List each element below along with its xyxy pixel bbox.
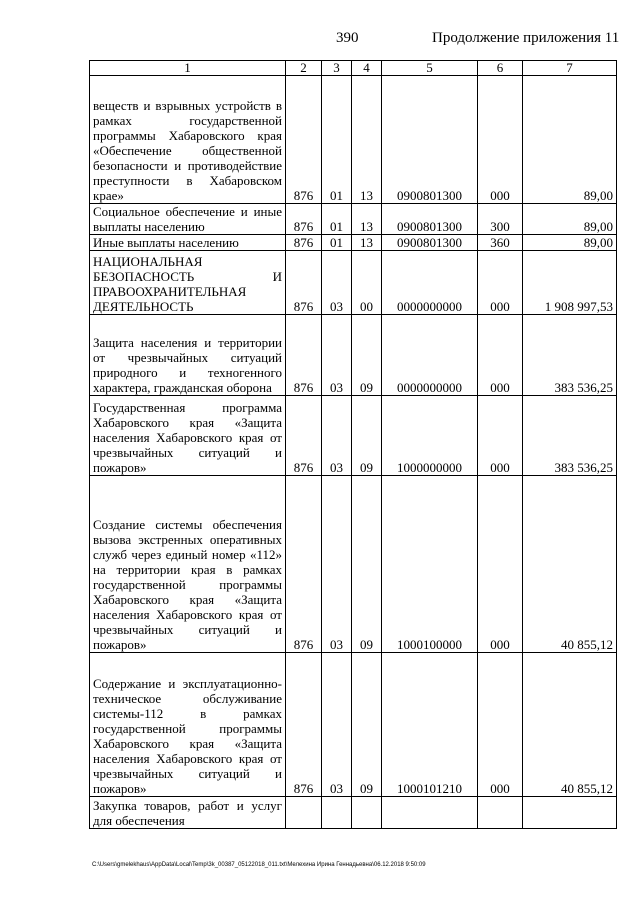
cell-section: 03 (322, 315, 352, 396)
cell-target-article: 0900801300 (382, 204, 478, 235)
table-row (90, 76, 617, 204)
cell-expense-type: 000 (478, 315, 523, 396)
cell-expense-type: 000 (478, 76, 523, 204)
cell-admin-code (286, 797, 322, 829)
column-header: 3 (322, 61, 352, 76)
table-row (90, 204, 617, 235)
cell-section: 01 (322, 204, 352, 235)
cell-admin-code: 876 (286, 76, 322, 204)
cell-expense-type: 300 (478, 204, 523, 235)
table-row (90, 797, 617, 829)
row-name: НАЦИОНАЛЬНАЯ БЕЗОПАСНОСТЬ И ПРАВООХРАНИТЕЛЬНАЯ ДЕЯТЕЛЬНОСТЬ (90, 251, 286, 315)
cell-expense-type: 000 (478, 476, 523, 653)
cell-admin-code: 876 (286, 396, 322, 476)
cell-admin-code: 876 (286, 653, 322, 797)
cell-admin-code: 876 (286, 235, 322, 251)
cell-subsection: 09 (352, 653, 382, 797)
cell-section: 03 (322, 396, 352, 476)
budget-table (89, 60, 617, 829)
appendix-title: Продолжение приложения 11 (432, 30, 620, 46)
cell-amount: 383 536,25 (523, 396, 617, 476)
cell-expense-type: 000 (478, 653, 523, 797)
cell-amount: 40 855,12 (523, 653, 617, 797)
cell-section: 01 (322, 235, 352, 251)
cell-target-article: 1000101210 (382, 653, 478, 797)
cell-section (322, 797, 352, 829)
cell-section: 03 (322, 653, 352, 797)
row-name: Государственная программа Хабаровского края «Защита населения Хабаровского края от чрезвычайных ситуаций и пожаров» (90, 396, 286, 476)
cell-amount: 1 908 997,53 (523, 251, 617, 315)
cell-target-article: 0000000000 (382, 251, 478, 315)
column-header: 1 (90, 61, 286, 76)
cell-target-article (382, 797, 478, 829)
cell-target-article: 1000000000 (382, 396, 478, 476)
row-name: Защита населения и территории от чрезвычайных ситуаций природного и техногенного характера, гражданская оборона (90, 315, 286, 396)
cell-section: 03 (322, 251, 352, 315)
cell-amount: 89,00 (523, 235, 617, 251)
cell-expense-type: 000 (478, 251, 523, 315)
file-path-footer: C:\Users\gmelekhaus\AppData\Local\Temp\3k_00387_05122018_011.txt\Мелехина Ирина Геннадьевна\06.12.2018 9:50:09 (92, 862, 426, 868)
row-name: Закупка товаров, работ и услуг для обеспечения (90, 797, 286, 829)
cell-admin-code: 876 (286, 251, 322, 315)
cell-amount: 40 855,12 (523, 476, 617, 653)
cell-admin-code: 876 (286, 476, 322, 653)
row-name: Социальное обеспечение и иные выплаты населению (90, 204, 286, 235)
cell-amount: 89,00 (523, 204, 617, 235)
cell-section: 03 (322, 476, 352, 653)
cell-expense-type: 360 (478, 235, 523, 251)
cell-subsection: 13 (352, 76, 382, 204)
table-row (90, 251, 617, 315)
table-row (90, 396, 617, 476)
cell-target-article: 0900801300 (382, 235, 478, 251)
cell-subsection: 09 (352, 396, 382, 476)
page-number: 390 (336, 30, 359, 46)
cell-admin-code: 876 (286, 204, 322, 235)
row-name: Содержание и эксплуатационно-техническое обслуживание системы-112 в рамках государственной программы Хабаровского края «Защита населения Хабаровского края от чрезвычайных ситуаций и пожаров» (90, 653, 286, 797)
cell-section: 01 (322, 76, 352, 204)
cell-expense-type (478, 797, 523, 829)
cell-amount: 383 536,25 (523, 315, 617, 396)
column-header: 4 (352, 61, 382, 76)
column-header: 7 (523, 61, 617, 76)
row-name: веществ и взрывных устройств в рамках государственной программы Хабаровского края «Обеспечение общественной безопасности и противодействие преступности в Хабаровском крае» (90, 76, 286, 204)
row-name: Создание системы обеспечения вызова экстренных оперативных служб через единый номер «112» на территории края в рамках государственной программы Хабаровского края «Защита населения Хабаровского края от чрезвычайных ситуаций и пожаров» (90, 476, 286, 653)
header-row (90, 61, 617, 76)
cell-subsection: 13 (352, 204, 382, 235)
cell-amount: 89,00 (523, 76, 617, 204)
table-row (90, 235, 617, 251)
cell-subsection (352, 797, 382, 829)
cell-amount (523, 797, 617, 829)
cell-target-article: 0900801300 (382, 76, 478, 204)
column-header: 6 (478, 61, 523, 76)
cell-subsection: 09 (352, 315, 382, 396)
cell-target-article: 0000000000 (382, 315, 478, 396)
column-header: 2 (286, 61, 322, 76)
table-row (90, 653, 617, 797)
cell-target-article: 1000100000 (382, 476, 478, 653)
column-header: 5 (382, 61, 478, 76)
row-name: Иные выплаты населению (90, 235, 286, 251)
cell-expense-type: 000 (478, 396, 523, 476)
table-row (90, 315, 617, 396)
cell-subsection: 00 (352, 251, 382, 315)
table-row (90, 476, 617, 653)
cell-admin-code: 876 (286, 315, 322, 396)
cell-subsection: 09 (352, 476, 382, 653)
cell-subsection: 13 (352, 235, 382, 251)
